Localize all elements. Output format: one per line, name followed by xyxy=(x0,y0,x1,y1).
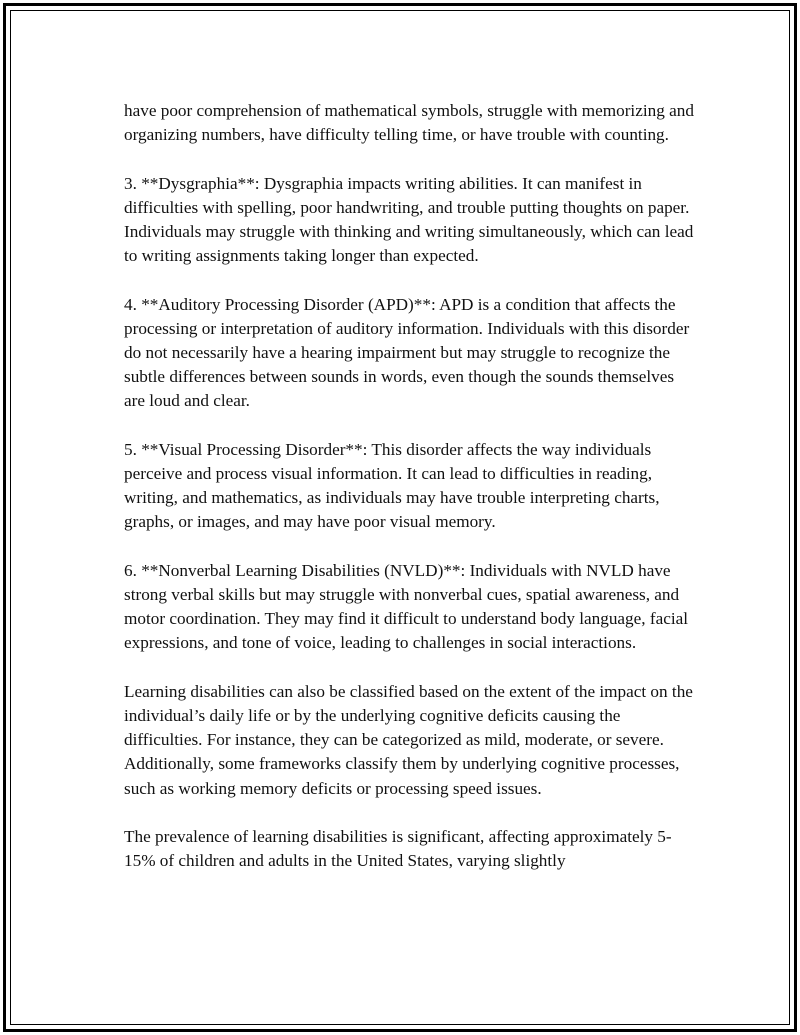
document-body xyxy=(124,99,699,898)
paragraph-visual-processing-disorder: 5. **Visual Processing Disorder**: This disorder affects the way individuals perceive and process visual information. It can lead to difficulties in reading, writing, and mathematics, as individuals may have trouble interpreting charts, graphs, or images, and may have poor visual memory. xyxy=(124,439,660,532)
paragraph-classification: Learning disabilities can also be classified based on the extent of the impact on the individual’s daily life or by the underlying cognitive deficits causing the difficulties. For instance, they can be categorized as mild, moderate, or severe. Additionally, some frameworks classify them by underlying cognitive processes, such as working memory deficits or processing speed issues. xyxy=(124,681,693,798)
paragraph-dyscalculia-continued: have poor comprehension of mathematical symbols, struggle with memorizing and organizing numbers, have difficulty telling time, or have trouble with counting. xyxy=(124,101,694,145)
paragraph-dysgraphia: 3. **Dysgraphia**: Dysgraphia impacts writing abilities. It can manifest in difficulties with spelling, poor handwriting, and trouble putting thoughts on paper. Individuals may struggle with thinking and writing simultaneously, which can lead to writing assignments taking longer than expected. xyxy=(124,173,694,266)
paragraph-auditory-processing-disorder: 4. **Auditory Processing Disorder (APD)**: APD is a condition that affects the processing or interpretation of auditory information. Individuals with this disorder do not necessarily have a hearing impairment but may struggle to recognize the subtle differences between sounds in words, even though the sounds themselves are loud and clear. xyxy=(124,294,690,411)
paragraph-nonverbal-learning-disabilities: 6. **Nonverbal Learning Disabilities (NVLD)**: Individuals with NVLD have strong verbal skills but may struggle with nonverbal cues, spatial awareness, and motor coordination. They may find it difficult to understand body language, facial expressions, and tone of voice, leading to challenges in social interactions. xyxy=(124,560,689,653)
paragraph-prevalence: The prevalence of learning disabilities is significant, affecting approximately 5-15% of children and adults in the United States, varying slightly xyxy=(124,827,672,871)
page-frame xyxy=(3,3,797,1032)
